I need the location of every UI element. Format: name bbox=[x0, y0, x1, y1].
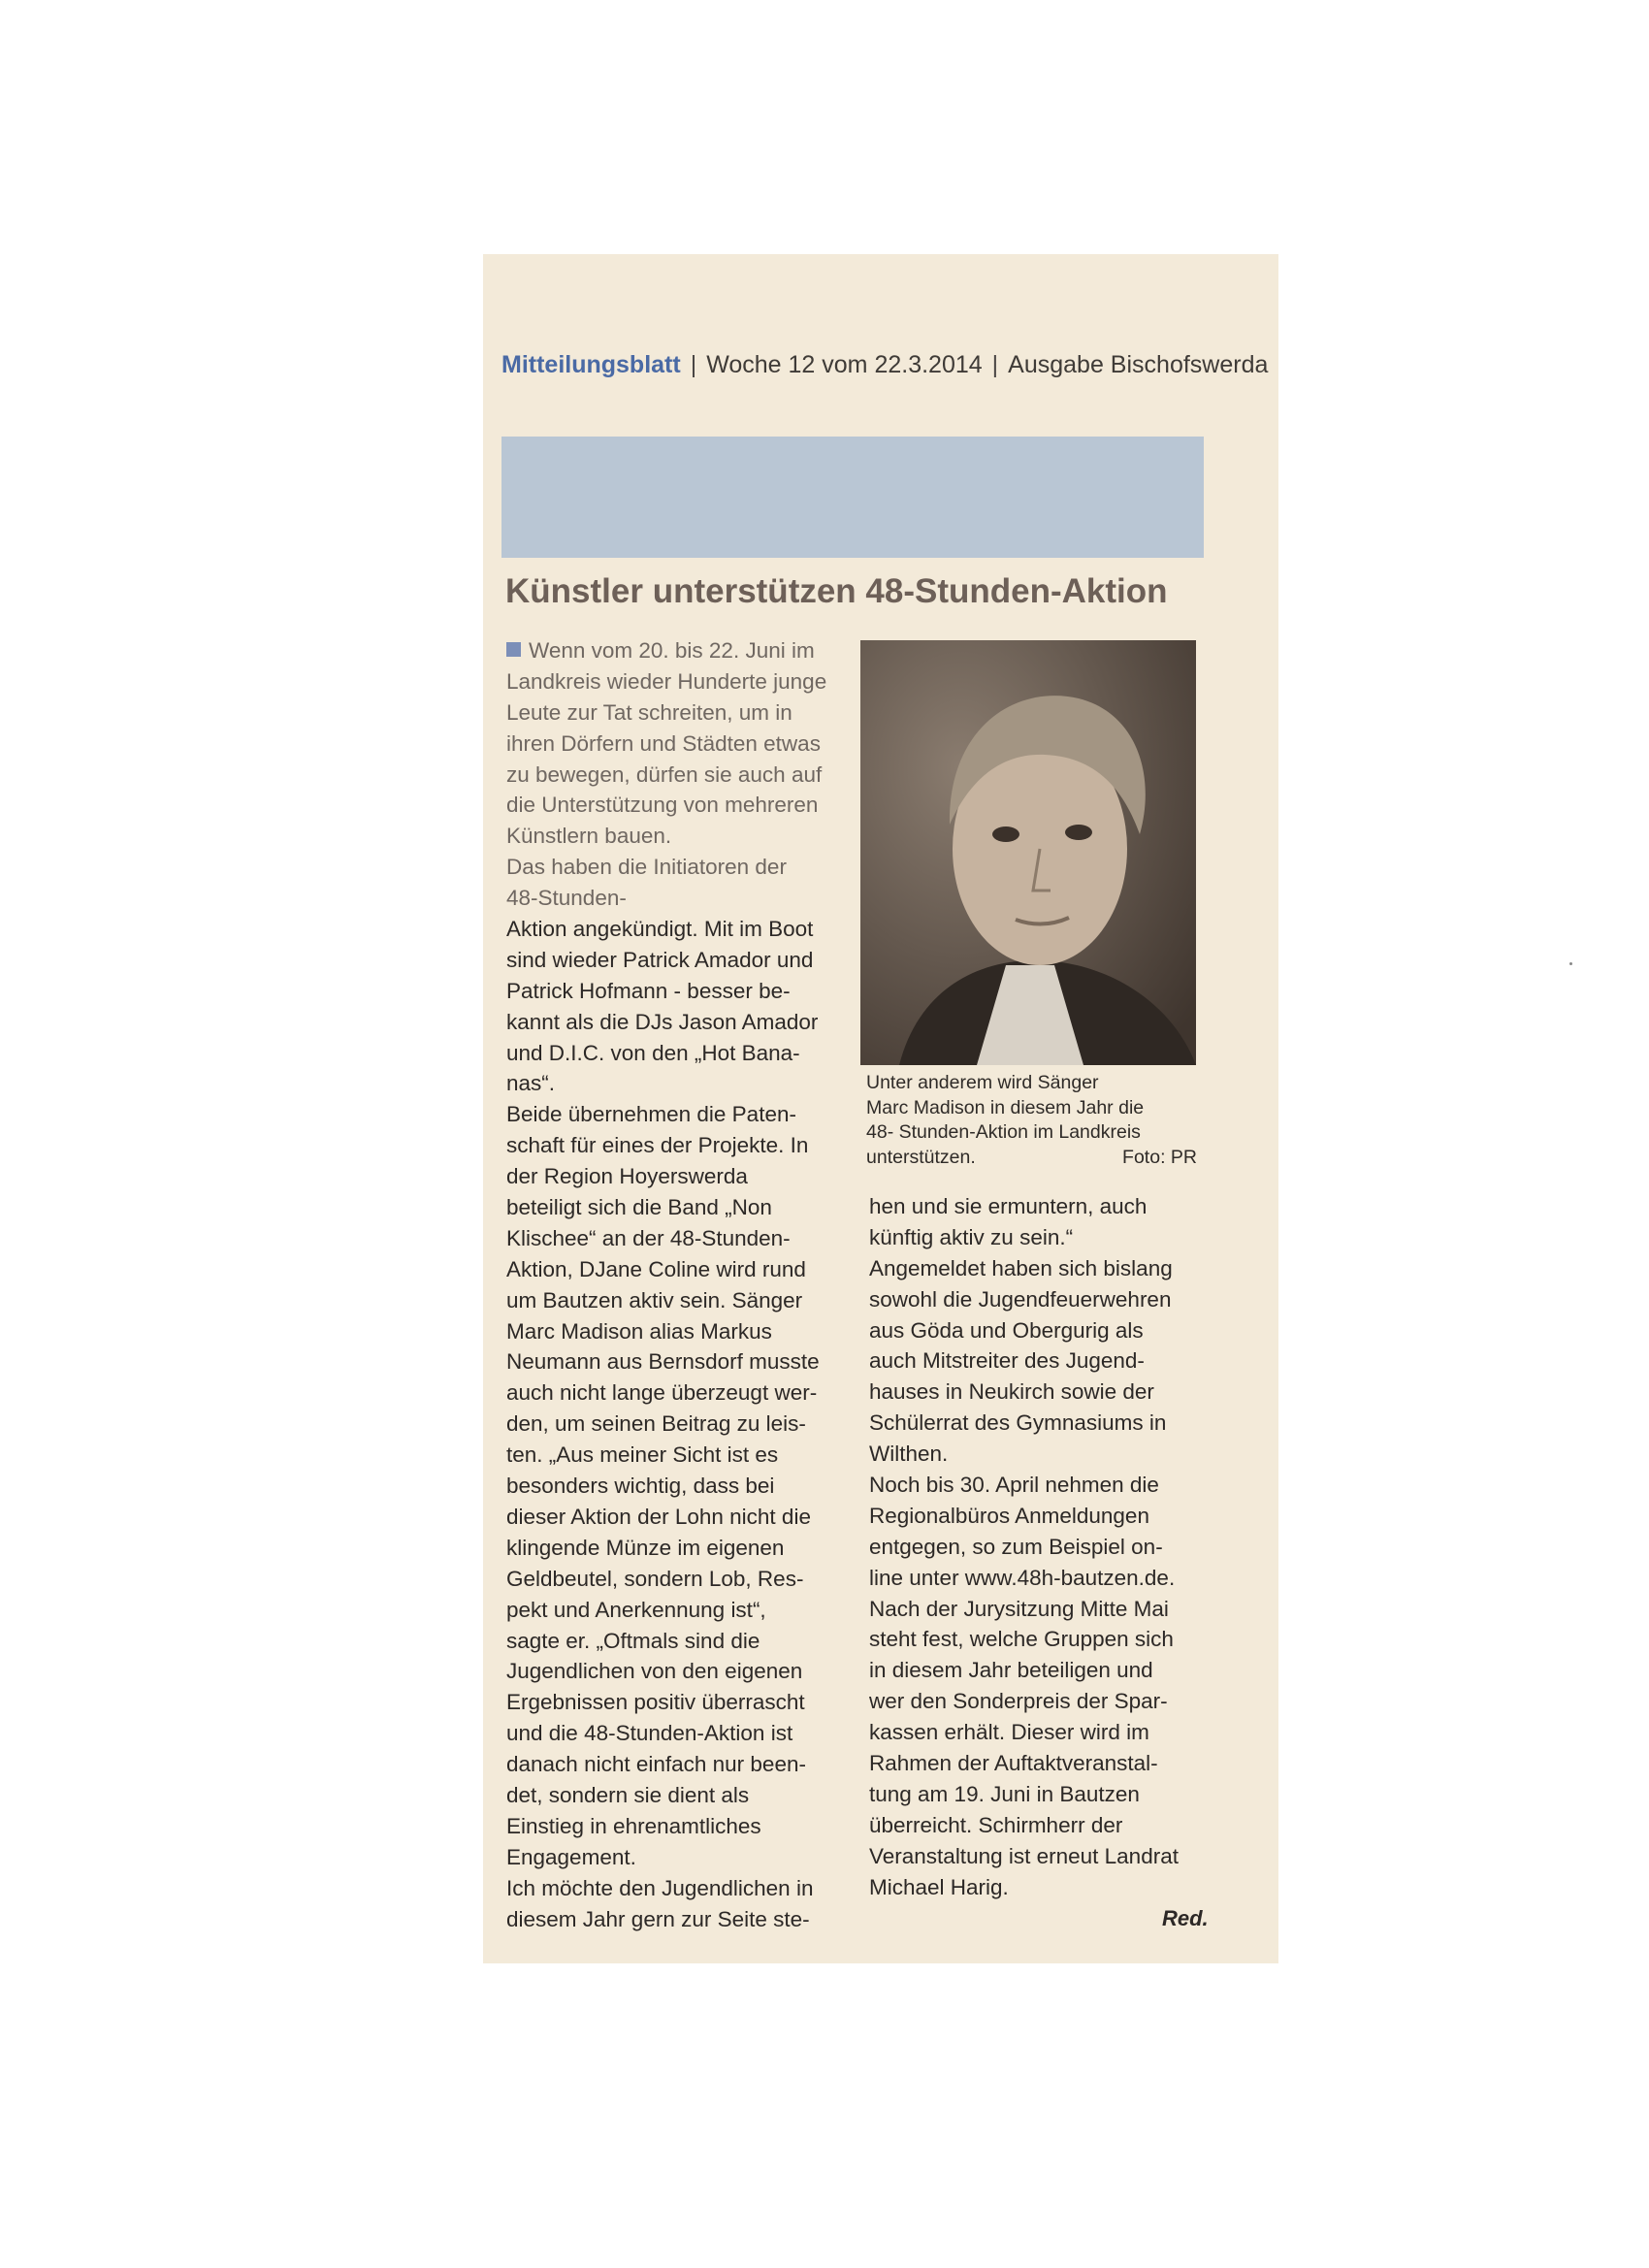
article-line-text: Jugendlichen von den eigenen bbox=[506, 1659, 803, 1684]
article-line-text: Aktion, DJane Coline wird rund bbox=[506, 1256, 806, 1281]
article-line bbox=[506, 1873, 846, 1904]
article-line bbox=[869, 1284, 1218, 1315]
article-line bbox=[506, 1533, 846, 1564]
article-line-text: tung am 19. Juni in Bautzen bbox=[869, 1781, 1140, 1806]
article-line bbox=[506, 1007, 846, 1038]
article-line-text: hen und sie ermuntern, auch bbox=[869, 1194, 1148, 1218]
article-line-text: Wilthen. bbox=[869, 1442, 949, 1467]
header-color-band bbox=[501, 437, 1204, 558]
article-line-text: um Bautzen aktiv sein. Sänger bbox=[506, 1287, 803, 1312]
article-line bbox=[506, 1409, 846, 1440]
article-line-text: und die 48-Stunden-Aktion ist bbox=[506, 1721, 793, 1746]
article-line-text: künftig aktiv zu sein.“ bbox=[869, 1224, 1074, 1249]
article-line-text: Regionalbüros Anmeldungen bbox=[869, 1503, 1149, 1528]
article-line-text: steht fest, welche Gruppen sich bbox=[869, 1627, 1174, 1652]
article-line bbox=[506, 1038, 846, 1069]
article-line bbox=[869, 1841, 1218, 1872]
article-line-text: und D.I.C. von den „Hot Bana- bbox=[506, 1040, 800, 1065]
article-line bbox=[869, 1563, 1218, 1594]
header-separator: | bbox=[690, 351, 697, 378]
article-line-text: auch Mitstreiter des Jugend- bbox=[869, 1348, 1145, 1374]
article-line-text: Engagement. bbox=[506, 1844, 636, 1869]
issue-date: Woche 12 vom 22.3.2014 bbox=[706, 351, 983, 378]
article-line bbox=[506, 1842, 846, 1873]
article-line bbox=[869, 1439, 1218, 1470]
article-line-text: Geldbeutel, sondern Lob, Res- bbox=[506, 1566, 804, 1591]
article-line-text: sind wieder Patrick Amador und bbox=[506, 947, 814, 972]
article-line bbox=[869, 1222, 1218, 1253]
article-line-text: Nach der Jurysitzung Mitte Mai bbox=[869, 1596, 1169, 1621]
article-line bbox=[506, 1626, 846, 1657]
article-headline: Künstler unterstützen 48-Stunden-Aktion bbox=[505, 572, 1168, 610]
article-line bbox=[506, 1904, 846, 1935]
article-line-text: sagte er. „Oftmals sind die bbox=[506, 1628, 760, 1653]
author-signature: Red. bbox=[1162, 1906, 1209, 1930]
article-line bbox=[869, 1810, 1218, 1841]
article-line bbox=[506, 760, 846, 791]
article-line-text: Aktion angekündigt. Mit im Boot bbox=[506, 917, 814, 942]
article-line bbox=[506, 1316, 846, 1347]
article-line-text: kassen erhält. Dieser wird im bbox=[869, 1720, 1149, 1745]
article-line bbox=[869, 1686, 1218, 1717]
article-line-text: schaft für eines der Projekte. In bbox=[506, 1133, 809, 1158]
photo-caption bbox=[866, 1071, 1201, 1170]
article-line bbox=[506, 697, 846, 729]
article-line-text: den, um seinen Beitrag zu leis- bbox=[506, 1411, 806, 1437]
article-line-text: line unter www.48h-bautzen.de. bbox=[869, 1565, 1176, 1590]
article-line-text: ihren Dörfern und Städten etwas bbox=[506, 730, 821, 756]
caption-line: Unter anderem wird Sänger bbox=[866, 1072, 1099, 1093]
article-line-text: der Region Hoyerswerda bbox=[506, 1164, 748, 1189]
article-line bbox=[506, 883, 846, 914]
article-line bbox=[506, 1161, 846, 1192]
article-line bbox=[506, 1377, 846, 1409]
article-line-text: wer den Sonderpreis der Spar- bbox=[869, 1689, 1168, 1714]
article-line bbox=[869, 1779, 1218, 1810]
article-line bbox=[506, 821, 846, 852]
article-line bbox=[869, 1532, 1218, 1563]
publication-name: Mitteilungsblatt bbox=[501, 351, 681, 378]
article-line-text: zu bewegen, dürfen sie auch auf bbox=[506, 761, 823, 787]
article-line-text: sowohl die Jugendfeuerwehren bbox=[869, 1286, 1172, 1312]
article-line bbox=[869, 1872, 1218, 1903]
article-line-text: Einstieg in ehrenamtliches bbox=[506, 1813, 761, 1838]
article-line bbox=[506, 1502, 846, 1533]
article-line bbox=[506, 1811, 846, 1842]
article-line bbox=[869, 1408, 1218, 1439]
article-line bbox=[506, 852, 846, 883]
article-line-text: Ich möchte den Jugendlichen in bbox=[506, 1875, 814, 1900]
article-line bbox=[506, 1130, 846, 1161]
caption-line: 48- Stunden-Aktion im Landkreis bbox=[866, 1121, 1141, 1143]
article-line bbox=[506, 666, 846, 697]
article-line bbox=[506, 1254, 846, 1285]
article-line-text: kannt als die DJs Jason Amador bbox=[506, 1009, 819, 1034]
article-line-text: Veranstaltung ist erneut Landrat bbox=[869, 1843, 1179, 1868]
article-line-text: Das haben die Initiatoren der bbox=[506, 855, 787, 880]
article-line-text: Marc Madison alias Markus bbox=[506, 1318, 772, 1344]
article-line-text: Ergebnissen positiv überrascht bbox=[506, 1690, 805, 1715]
article-line bbox=[506, 1564, 846, 1595]
article-line-text: ten. „Aus meiner Sicht ist es bbox=[506, 1442, 779, 1468]
article-line bbox=[869, 1470, 1218, 1501]
article-line bbox=[506, 945, 846, 976]
article-line bbox=[506, 1687, 846, 1718]
article-line bbox=[506, 1718, 846, 1749]
article-line-text: pekt und Anerkennung ist“, bbox=[506, 1597, 766, 1622]
article-line bbox=[506, 1471, 846, 1502]
article-line bbox=[506, 914, 846, 945]
article-line-text: besonders wichtig, dass bei bbox=[506, 1474, 775, 1499]
article-line-text: Patrick Hofmann - besser be- bbox=[506, 978, 791, 1003]
article-line bbox=[506, 1068, 846, 1099]
article-line-text: Michael Harig. bbox=[869, 1874, 1009, 1899]
article-line bbox=[506, 1346, 846, 1377]
article-line-text: Künstlern bauen. bbox=[506, 824, 672, 849]
edition-name: Ausgabe Bischofswerda bbox=[1008, 351, 1269, 378]
article-line bbox=[506, 635, 846, 666]
article-line bbox=[506, 1656, 846, 1687]
paragraph-bullet-icon bbox=[506, 642, 521, 657]
article-line bbox=[869, 1315, 1218, 1346]
article-line-text: Angemeldet haben sich bislang bbox=[869, 1255, 1173, 1280]
article-line-text: Rahmen der Auftaktveranstal- bbox=[869, 1751, 1158, 1776]
article-line bbox=[869, 1594, 1218, 1625]
caption-line: unterstützen. bbox=[866, 1146, 976, 1168]
article-line-text: entgegen, so zum Beispiel on- bbox=[869, 1534, 1163, 1559]
article-line-text: die Unterstützung von mehreren bbox=[506, 793, 819, 818]
article-line-text: klingende Münze im eigenen bbox=[506, 1535, 785, 1560]
article-line-text: in diesem Jahr beteiligen und bbox=[869, 1658, 1153, 1683]
photo-credit: Foto: PR bbox=[1122, 1146, 1197, 1168]
article-line bbox=[506, 790, 846, 821]
article-line bbox=[869, 1191, 1218, 1222]
article-line bbox=[869, 1655, 1218, 1686]
article-line-text: überreicht. Schirmherr der bbox=[869, 1812, 1123, 1837]
article-line-text: danach nicht einfach nur been- bbox=[506, 1752, 806, 1777]
article-line-text: aus Göda und Obergurig als bbox=[869, 1317, 1144, 1343]
article-line-text: Landkreis wieder Hunderte junge bbox=[506, 668, 827, 694]
article-line-text: Beide übernehmen die Paten- bbox=[506, 1102, 796, 1127]
article-line bbox=[869, 1501, 1218, 1532]
article-line-text: Leute zur Tat schreiten, um in bbox=[506, 699, 792, 725]
article-line bbox=[506, 1099, 846, 1130]
article-line bbox=[869, 1253, 1218, 1284]
article-line bbox=[506, 1223, 846, 1254]
article-line bbox=[506, 729, 846, 760]
article-line-text: dieser Aktion der Lohn nicht die bbox=[506, 1504, 811, 1529]
article-line-text: diesem Jahr gern zur Seite ste- bbox=[506, 1906, 810, 1931]
article-right-column bbox=[869, 1191, 1218, 1902]
portrait-photo bbox=[860, 640, 1196, 1065]
article-line bbox=[506, 1749, 846, 1780]
article-line-text: nas“. bbox=[506, 1071, 556, 1096]
portrait-photo-graphic bbox=[860, 640, 1196, 1065]
issue-header bbox=[501, 351, 1277, 380]
article-line-text: beteiligt sich die Band „Non bbox=[506, 1195, 772, 1220]
article-line-text: Schülerrat des Gymnasiums in bbox=[869, 1410, 1167, 1436]
article-line-text: hauses in Neukirch sowie der bbox=[869, 1379, 1154, 1405]
article-line bbox=[506, 1780, 846, 1811]
article-line-text: Noch bis 30. April nehmen die bbox=[869, 1473, 1159, 1498]
article-line bbox=[869, 1377, 1218, 1408]
article-line-text: Klischee“ an der 48-Stunden- bbox=[506, 1225, 791, 1250]
article-line bbox=[506, 976, 846, 1007]
article-line-text: Wenn vom 20. bis 22. Juni im bbox=[529, 638, 815, 663]
article-line-text: Neumann aus Bernsdorf musste bbox=[506, 1349, 820, 1375]
caption-line: Marc Madison in diesem Jahr die bbox=[866, 1096, 1145, 1118]
article-line-text: 48-Stunden- bbox=[506, 886, 627, 911]
article-line-text: auch nicht lange überzeugt wer- bbox=[506, 1380, 818, 1406]
article-line bbox=[506, 1440, 846, 1471]
header-separator: | bbox=[991, 351, 999, 378]
article-line bbox=[869, 1748, 1218, 1779]
article-line bbox=[869, 1717, 1218, 1748]
article-line-text: det, sondern sie dient als bbox=[506, 1782, 750, 1807]
article-line bbox=[506, 1595, 846, 1626]
article-line bbox=[869, 1624, 1218, 1655]
scan-speck bbox=[1569, 962, 1572, 965]
article-line bbox=[869, 1345, 1218, 1377]
article-line bbox=[506, 1285, 846, 1316]
article-left-column bbox=[506, 635, 846, 1934]
article-line bbox=[506, 1192, 846, 1223]
